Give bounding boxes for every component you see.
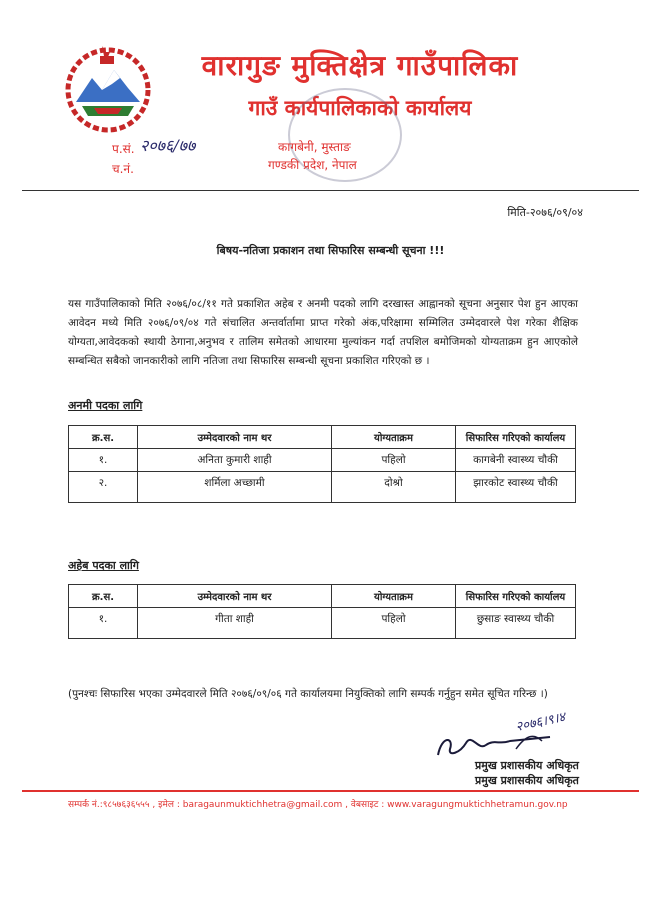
cell-name: शर्मिला अच्छामी xyxy=(138,472,332,503)
col-name: उम्मेदवारको नाम थर xyxy=(138,426,332,449)
nepal-emblem-icon xyxy=(62,42,154,134)
aheb-results-table xyxy=(68,584,576,639)
office-subtitle: गाउँ कार्यपालिकाको कार्यालय xyxy=(248,96,472,120)
cell-rank: दोश्रो xyxy=(332,472,456,503)
cell-sn: १. xyxy=(69,608,138,639)
section2-title: अहेब पदका लागि xyxy=(68,559,139,572)
cell-office: झारकोट स्वास्थ्य चौकी xyxy=(456,472,576,503)
location-line1: कागबेनी, मुस्ताङ xyxy=(278,140,351,154)
ref-label: प.सं. xyxy=(112,142,135,156)
col-name: उम्मेदवारको नाम थर xyxy=(138,585,332,608)
cell-name: गीता शाही xyxy=(138,608,332,639)
cell-office: कागबेनी स्वास्थ्य चौकी xyxy=(456,449,576,472)
cell-rank: पहिलो xyxy=(332,449,456,472)
col-sn: क्र.स. xyxy=(69,426,138,449)
col-office: सिफारिस गरिएको कार्यालय xyxy=(456,585,576,608)
notice-date: मिति-२०७६/०९/०४ xyxy=(507,206,583,219)
table-header-row xyxy=(69,426,576,449)
col-rank: योग्यताक्रम xyxy=(332,585,456,608)
location-line2: गण्डकी प्रदेश, नेपाल xyxy=(268,158,357,172)
section1-title: अनमी पदका लागि xyxy=(68,399,143,412)
col-sn: क्र.स. xyxy=(69,585,138,608)
notice-body: यस गाउँपालिकाको मिति २०७६/०८/११ गते प्रकाशित अहेब र अनमी पदको लागि दरखास्त आह्वानको सूचना अनुसार पेश हुन आएका आवेदन मध्ये मिति २०७६/०९/०४ गते संचालित अन्तर्वार्तामा प्राप्त गरेको अंक,परिक्षामा सम्मिलित उम्मेदवारले पेश गरेका शैक्षिक योग्यता,आवेदकको स्थायी ठेगाना,अनुभव र तालिम समेतको आधारमा मुल्यांकन गर्दा तपशिल बमोजिमको योग्यताक्रम हुन आएकोले सम्बन्धित सबैको जानकारीको लागि नतिजा तथा सिफारिस सम्बन्धी सूचना प्रकाशित गरिएको छ । xyxy=(68,298,578,367)
col-office: सिफारिस गरिएको कार्यालय xyxy=(456,426,576,449)
col-rank: योग्यताक्रम xyxy=(332,426,456,449)
notice-subject: बिषय-नतिजा प्रकाशन तथा सिफारिस सम्बन्धी सूचना !!! xyxy=(216,244,445,257)
anami-results-table xyxy=(68,425,576,503)
postscript-note: (पुनश्चः सिफारिस भएका उम्मेदवारले मिति २०७६/०९/०६ गते कार्यालयमा नियुक्तिको लागि सम्पर्क गर्नुहुन समेत सूचित गरिन्छ ।) xyxy=(68,688,548,700)
municipality-title: वारागुङ मुक्तिक्षेत्र गाउँपालिका xyxy=(201,49,519,82)
cell-sn: २. xyxy=(69,472,138,503)
signature-date: २०७६।९।४ xyxy=(514,709,567,736)
contact-footer: सम्पर्क नं.:९८५७६३६५५५ , इमेल : baragaunmuktichhetra@gmail.com , वेबसाइट : www.varagungmuktichhetramun.gov.np xyxy=(68,800,568,810)
ref-number: २०७६/७७ xyxy=(140,136,196,155)
dispatch-label: च.नं. xyxy=(112,162,134,176)
cell-name: अनिता कुमारी शाही xyxy=(138,449,332,472)
cell-rank: पहिलो xyxy=(332,608,456,639)
header-separator xyxy=(22,190,639,191)
cell-sn: १. xyxy=(69,449,138,472)
cell-office: छुसाङ स्वास्थ्य चौकी xyxy=(456,608,576,639)
table-row xyxy=(69,449,576,472)
table-row xyxy=(69,472,576,503)
designation-line2: प्रमुख प्रशासकीय अधिकृत xyxy=(475,774,579,787)
table-header-row xyxy=(69,585,576,608)
table-row xyxy=(69,608,576,639)
footer-rule xyxy=(22,790,639,792)
designation-line1: प्रमुख प्रशासकीय अधिकृत xyxy=(475,759,579,772)
